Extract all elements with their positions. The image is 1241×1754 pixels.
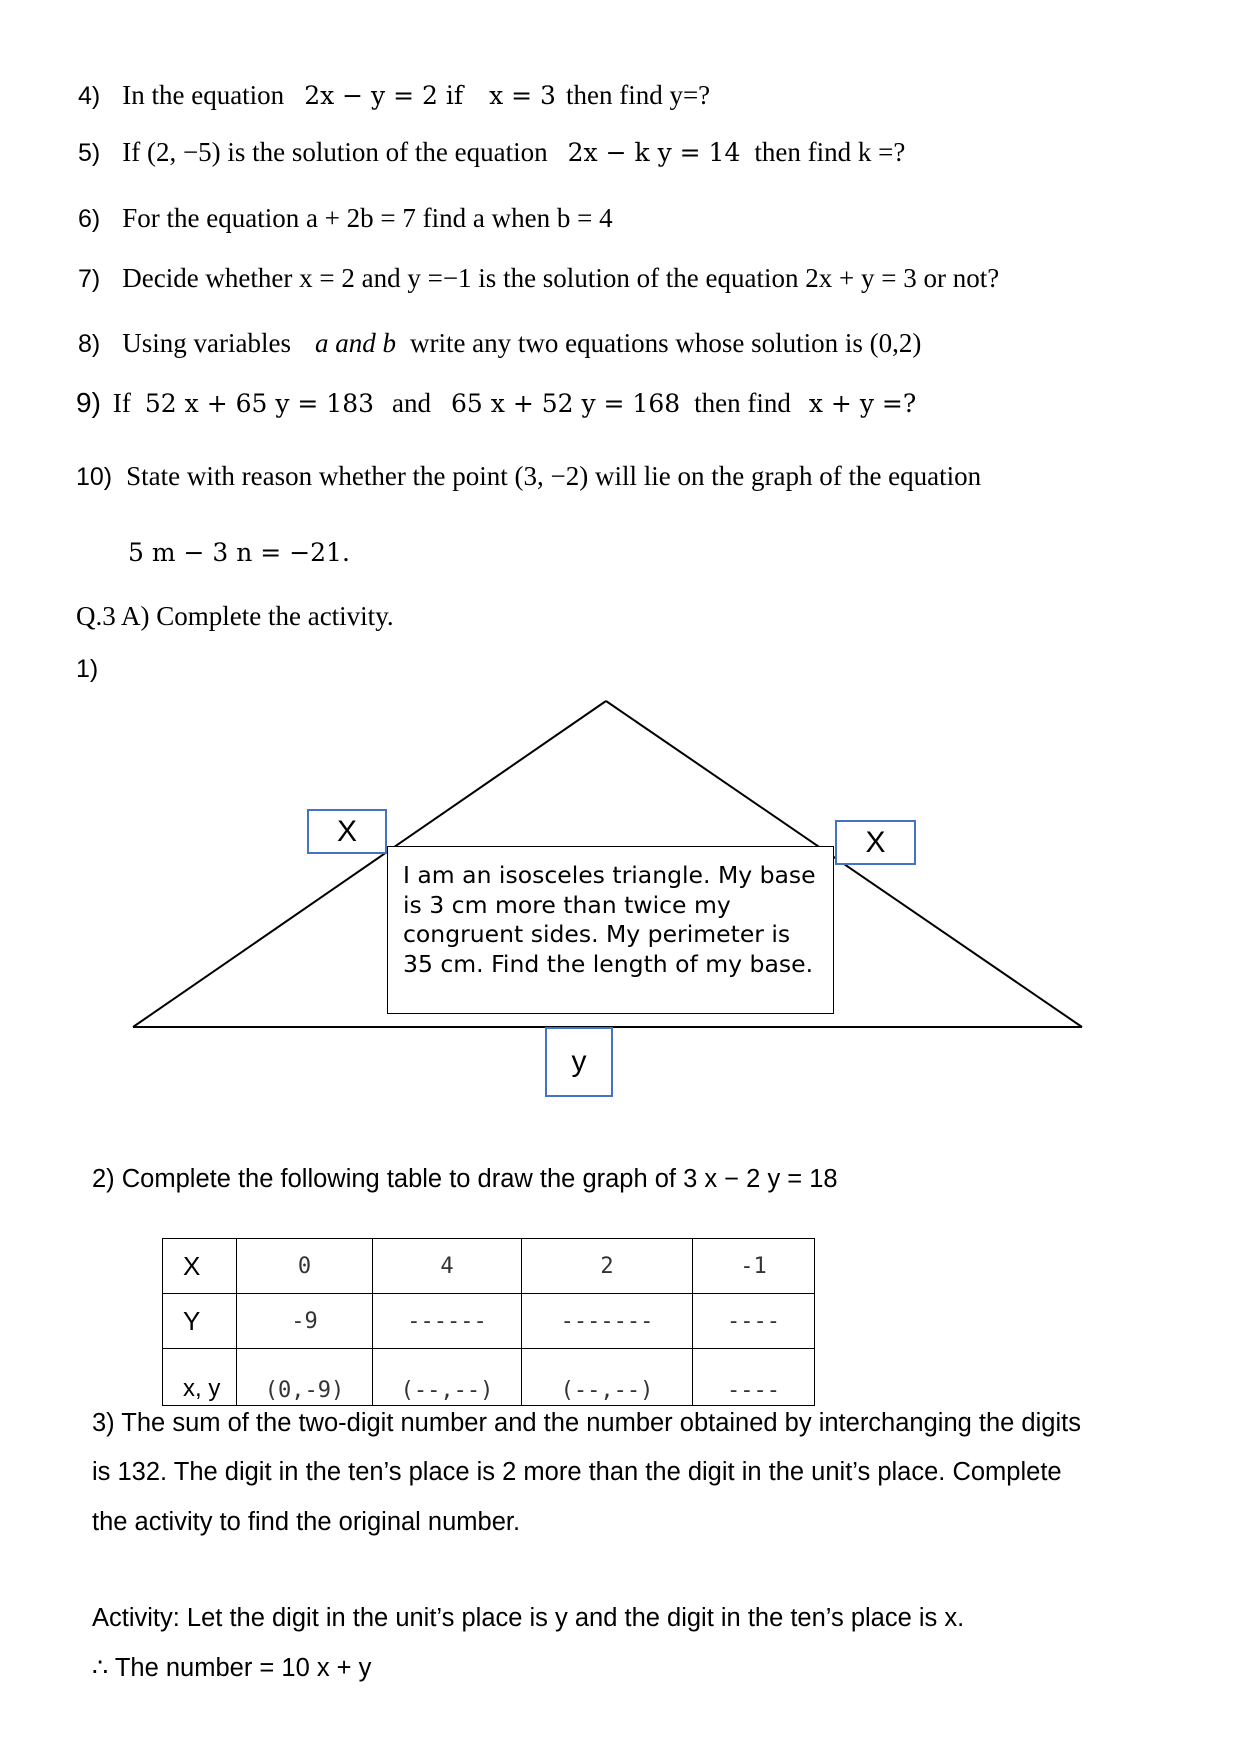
question-text: For the equation a + 2b = 7 find a when b = 4 xyxy=(122,203,613,233)
table-cell: ---- xyxy=(693,1349,815,1406)
table-cell: ------ xyxy=(373,1294,522,1349)
question-tail: x + y =? xyxy=(808,389,917,418)
values-table xyxy=(162,1238,815,1406)
table-cell: (--,--) xyxy=(373,1349,522,1406)
activity-line-1: Activity: Let the digit in the unit’s place is y and the digit in the ten’s place is x. xyxy=(92,1604,965,1632)
question-tail: then find k =? xyxy=(754,137,906,167)
equation-2: 65 x + 52 y = 168 xyxy=(451,389,681,418)
item-2-text: 2) Complete the following table to draw the graph of 3 x − 2 y = 18 xyxy=(92,1165,838,1193)
question-text: State with reason whether the point (3, −2) will lie on the graph of the equation xyxy=(126,461,982,491)
row-x-label: X xyxy=(163,1239,237,1294)
question-text: Decide whether x = 2 and y =−1 is the solution of the equation 2x + y = 3 or not? xyxy=(122,263,1000,293)
question-number: 9) xyxy=(76,387,101,418)
problem-textbox: I am an isosceles triangle. My base is 3 cm more than twice my congruent sides. My perimeter is 35 cm. Find the length of my base. xyxy=(387,846,834,1014)
row-xy-label: x, y xyxy=(163,1349,237,1406)
table-row xyxy=(163,1239,815,1294)
variables: a and b xyxy=(314,328,396,358)
table-cell: (0,-9) xyxy=(237,1349,373,1406)
item-3-line-2: is 132. The digit in the ten’s place is 2 more than the digit in the unit’s place. Complete xyxy=(92,1458,1062,1486)
item-3-line-1: 3) The sum of the two-digit number and the number obtained by interchanging the digits xyxy=(92,1409,1081,1437)
question-tail: write any two equations whose solution is (0,2) xyxy=(409,328,922,358)
table-cell: 0 xyxy=(237,1239,373,1294)
question-number: 10) xyxy=(76,463,113,491)
question-text: If (2, −5) is the solution of the equation xyxy=(122,137,548,167)
label-base-text: y xyxy=(571,1045,587,1078)
section-heading: Q.3 A) Complete the activity. xyxy=(76,601,394,631)
table-cell: -9 xyxy=(237,1294,373,1349)
equation-1: 52 x + 65 y = 183 xyxy=(144,389,375,418)
condition: x = 3 xyxy=(489,81,556,110)
table-cell: (--,--) xyxy=(522,1349,693,1406)
table-cell: -1 xyxy=(693,1239,815,1294)
question-text: If xyxy=(112,388,131,418)
question-text: Using variables xyxy=(122,328,291,358)
label-left-side xyxy=(307,809,387,854)
row-y-label: Y xyxy=(163,1294,237,1349)
table-row xyxy=(163,1294,815,1349)
label-right-side xyxy=(835,820,916,865)
question-mid: then find xyxy=(694,388,791,418)
label-base xyxy=(545,1027,613,1097)
question-10-equation: 5 m − 3 n = −21. xyxy=(128,538,350,567)
question-text: In the equation xyxy=(122,80,285,110)
question-number: 6) xyxy=(78,205,101,233)
question-number: 7) xyxy=(78,265,101,293)
table-cell: ------- xyxy=(522,1294,693,1349)
label-left-text: X xyxy=(336,814,357,848)
equation: 2x − k y = 14 xyxy=(567,138,741,167)
question-tail: then find y=? xyxy=(565,80,711,110)
table-cell: 4 xyxy=(373,1239,522,1294)
question-number: 4) xyxy=(78,82,101,110)
table-cell: ---- xyxy=(693,1294,815,1349)
table-cell: 2 xyxy=(522,1239,693,1294)
conjunction: and xyxy=(392,388,432,418)
label-right-text: X xyxy=(865,825,886,859)
equation: 2x − y = 2 if xyxy=(304,81,464,110)
table-row xyxy=(163,1349,815,1406)
question-number: 5) xyxy=(78,139,101,167)
item-3-line-3: the activity to find the original number. xyxy=(92,1508,521,1536)
activity-line-2: ∴ The number = 10 x + y xyxy=(92,1654,372,1682)
item-1-number: 1) xyxy=(76,655,99,683)
question-number: 8) xyxy=(78,330,101,358)
